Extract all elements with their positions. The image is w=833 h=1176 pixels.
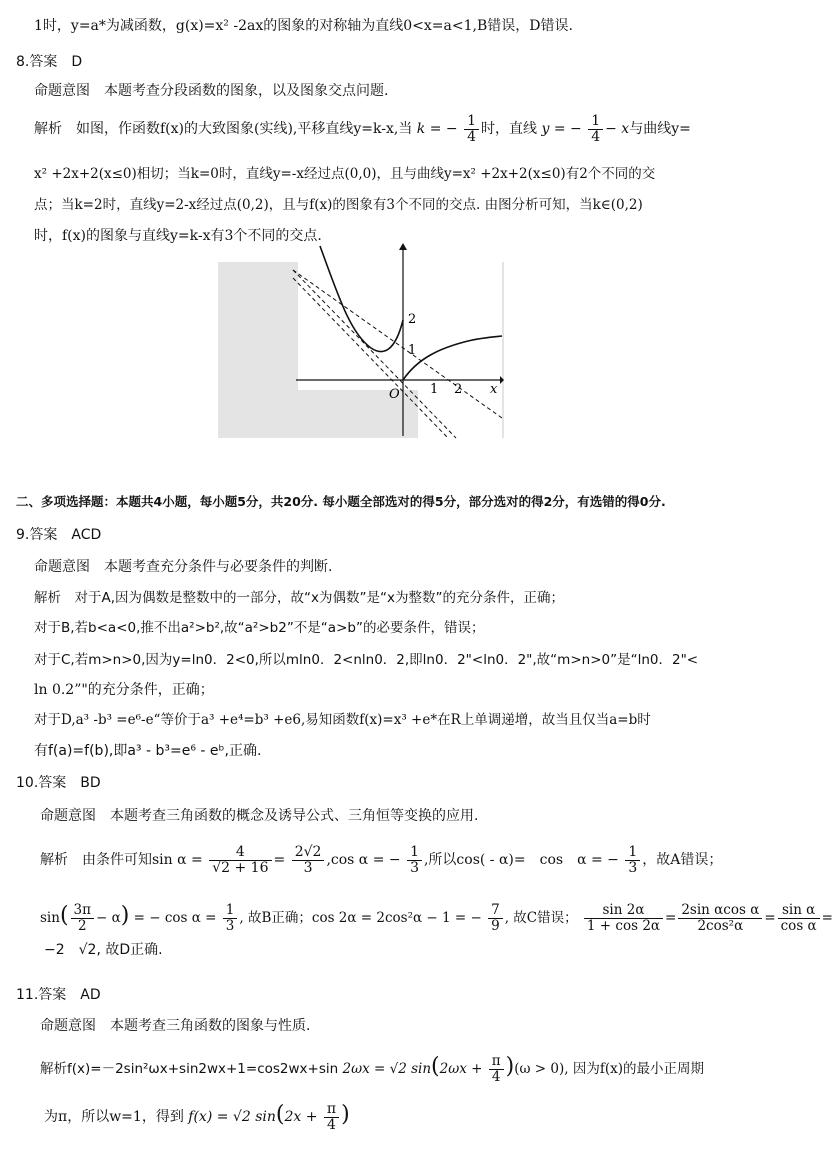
y-tick-2: 2	[408, 312, 417, 327]
text-line: 1时，y=a*为减函数，g(x)=x² -2ax的图象的对称轴为直线0<x=a<1,B错误，D错误.	[34, 18, 573, 34]
q11-intent: 命题意图 本题考查三角函数的图象与性质.	[40, 1018, 311, 1034]
q8-intent: 命题意图 本题考查分段函数的图象，以及图象交点问题.	[34, 83, 389, 99]
q10-analysis-line3: −2 √2, 故D正确.	[44, 942, 163, 958]
section-heading-multi-choice: 二、多项选择题：本题共4小题，每小题5分，共20分. 每小题全部选对的得5分，部分选对的得2分，有选错的得0分.	[16, 494, 666, 509]
y-tick-1: 1	[408, 343, 417, 358]
origin-label: O	[389, 387, 400, 402]
q8-analysis-line3: 点；当k=2时，直线y=2-x经过点(0,2)，且与f(x)的图象有3个不同的交点. 由图分析可知，当k∈(0,2)	[34, 197, 643, 213]
answer-10-heading: 10.答案 BD	[16, 775, 101, 791]
q11-analysis-line2: 为π，所以w=1，得到 f(x) = √2 sin(2x + $\frac{\pi}{4}$ )	[44, 1100, 350, 1133]
x-tick-2: 2	[454, 382, 463, 397]
graph-watermark-left	[218, 262, 298, 438]
curve-left	[320, 246, 403, 352]
q9-option-c: 对于C,若m>n>0,因为y=ln0．2<0,所以mln0．2<nln0．2,即ln0．2"<ln0．2",故“m>n>0”是“ln0．2"<	[34, 652, 699, 668]
q8-analysis-line1: 解析 如图，作函数f(x)的大致图象(实线),平移直线y=k-x,当 k = − $\frac{1}{4}$ 时，直线 y = − $\frac{1}{4}$ − x与曲线y=	[34, 112, 691, 145]
q11-analysis-line1: 解析f(x)=－2sin²ωx+sin2wx+1=cos2wx+sin 2ωx = √2 sin(2ωx + $\frac{\pi}{4}$ )(ω > 0), 因为f(x)的最小正周期	[40, 1053, 704, 1085]
answer-8-heading: 8.答案 D	[16, 54, 83, 70]
curve-right	[403, 336, 502, 380]
q9-option-d: 对于D,a³ -b³ =e⁶-e“等价于a³ +e⁴=b³ +e6,易知函数f(x)=x³ +e*在R上单调递增，故当且仅当a=b时	[34, 712, 651, 728]
q9-intent: 命题意图 本题考查充分条件与必要条件的判断.	[34, 559, 333, 575]
graph-watermark-bottom	[298, 390, 418, 438]
x-axis-label: x	[490, 382, 498, 397]
q8-analysis-line4: 时，f(x)的图象与直线y=k-x有3个不同的交点.	[34, 228, 322, 244]
x-tick-1: 1	[430, 382, 439, 397]
answer-9-heading: 9.答案 ACD	[16, 527, 102, 543]
q9-option-d-cont: 有f(a)=f(b),即a³ - b³=e⁶ - eᵇ,正确.	[34, 743, 262, 759]
q10-analysis-line1: 解析 由条件可知sin α = $\frac{4}{√2 + 16}$ = $\frac{2√2}{3}$ ,cos α = − $\frac{1}{3}$ ,所以cos( - α)= cos α = − $\frac{1}{3}$ ，故A错误；	[40, 843, 723, 876]
q10-analysis-line2: sin( $\frac{3\pi}{2}$ − α) = − cos α = $\frac{1}{3}$ , 故B正确；cos 2α = 2cos²α − 1 = − $\frac{7}{9}$ , 故C错误； $\frac{\sin 2\alpha}{1 + \cos 2\alpha}$ = $\frac{\text{2sin αcos α}}{\text{2cos²α}}$ = $\frac{\text{sin α}}{\text{cos α}}$ =	[40, 902, 833, 934]
q10-intent: 命题意图 本题考查三角函数的概念及诱导公式、三角恒等变换的应用.	[40, 808, 479, 824]
q9-option-b: 对于B,若b<a<0,推不出a²>b²,故“a²>b2”不是“a>b”的必要条件，错误；	[34, 620, 485, 636]
q8-analysis-line2: x² +2x+2(x≤0)相切；当k=0时，直线y=-x经过点(0,0)，且与曲线y=x² +2x+2(x≤0)有2个不同的交	[34, 166, 656, 182]
q9-option-c-cont: ln 0.2”"的充分条件，正确；	[34, 682, 214, 698]
function-graph	[218, 240, 504, 438]
answer-11-heading: 11.答案 AD	[16, 987, 101, 1003]
q9-option-a: 解析 对于A,因为偶数是整数中的一部分，故“x为偶数”是“x为整数”的充分条件，正确；	[34, 590, 564, 606]
